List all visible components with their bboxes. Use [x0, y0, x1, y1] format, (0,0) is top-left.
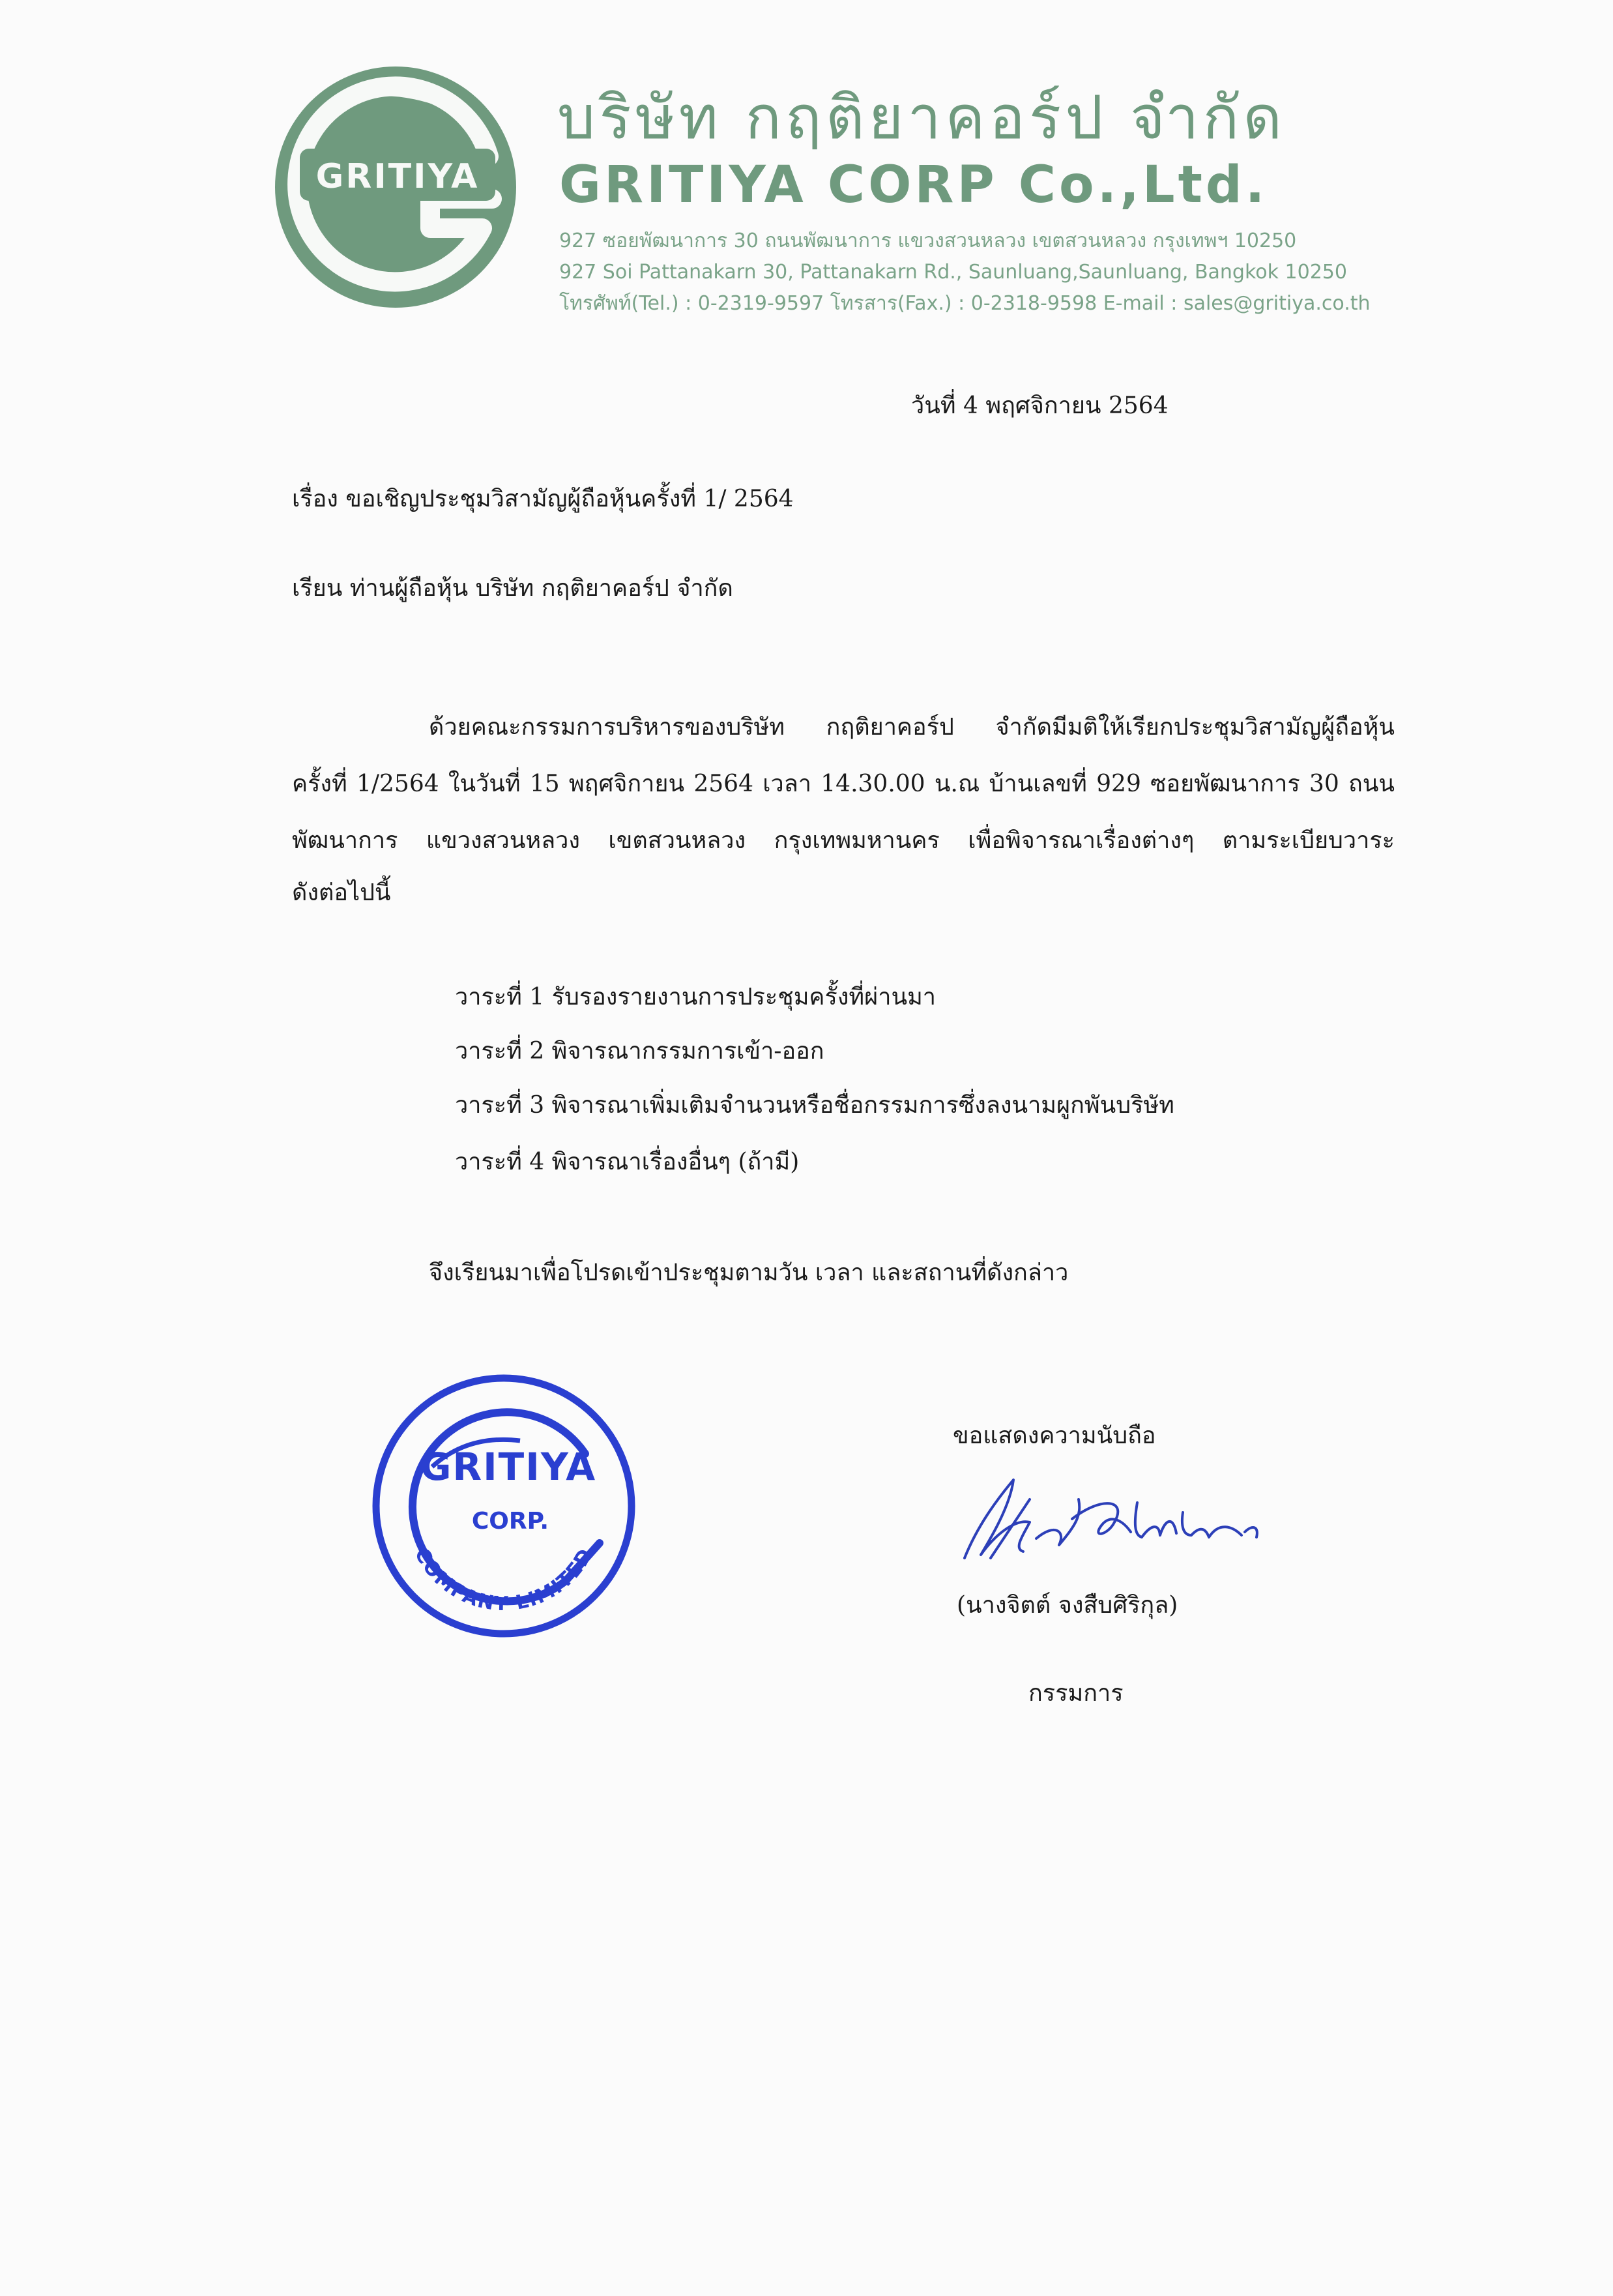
- body-line-3: พัฒนาการ แขวงสวนหลวง เขตสวนหลวง กรุงเทพมหานคร เพื่อพิจารณาเรื่องต่างๆ ตามระเบียบวาระ: [292, 827, 1395, 854]
- address-en: 927 Soi Pattanakarn 30, Pattanakarn Rd., Saunluang,Saunluang, Bangkok 10250: [559, 261, 1347, 284]
- agenda-item-1: วาระที่ 1 รับรองรายงานการประชุมครั้งที่ผ่านมา: [455, 984, 937, 1010]
- logo-text: GRITIYA: [315, 157, 480, 196]
- letter-closing: จึงเรียนมาเพื่อโปรดเข้าประชุมตามวัน เวลา และสถานที่ดังกล่าว: [429, 1259, 1069, 1286]
- stamp-line-2: CORP.: [471, 1508, 549, 1535]
- signer-position: กรรมการ: [1028, 1680, 1124, 1707]
- company-name-en: GRITIYA CORP Co.,Ltd.: [559, 156, 1268, 214]
- company-name-th: บริษัท กฤติยาคอร์ป จำกัด: [557, 83, 1286, 153]
- letter-salutation: เรียน ท่านผู้ถือหุ้น บริษัท กฤติยาคอร์ป จำกัด: [292, 575, 733, 602]
- agenda-item-2: วาระที่ 2 พิจารณากรรมการเข้า-ออก: [455, 1038, 824, 1065]
- address-th: 927 ซอยพัฒนาการ 30 ถนนพัฒนาการ แขวงสวนหลวง เขตสวนหลวง กรุงเทพฯ 10250: [559, 229, 1297, 252]
- letter-subject: เรื่อง ขอเชิญประชุมวิสามัญผู้ถือหุ้นครั้งที่ 1/ 2564: [292, 486, 794, 512]
- letter-date: วันที่ 4 พฤศจิกายน 2564: [911, 392, 1169, 419]
- gritiya-logo: [274, 65, 518, 310]
- handwritten-signature: [952, 1460, 1264, 1584]
- body-line-2: ครั้งที่ 1/2564 ในวันที่ 15 พฤศจิกายน 2564 เวลา 14.30.00 น.ณ บ้านเลขที่ 929 ซอยพัฒนาการ 30 ถนน: [292, 771, 1395, 797]
- stamp-line-1: GRITIYA: [420, 1445, 597, 1489]
- contact-info: โทรศัพท์(Tel.) : 0-2319-9597 โทรสาร(Fax.) : 0-2318-9598 E-mail : sales@gritiya.co.th: [559, 292, 1371, 315]
- stamp-arc-text: COMPANY LIMITED: [409, 1544, 598, 1616]
- agenda-item-4: วาระที่ 4 พิจารณาเรื่องอื่นๆ (ถ้ามี): [455, 1149, 800, 1175]
- company-stamp: [370, 1372, 637, 1640]
- svg-text:COMPANY LIMITED: [410, 1544, 598, 1616]
- letterhead: [274, 62, 1414, 323]
- letter-regards: ขอแสดงความนับถือ: [953, 1422, 1156, 1449]
- body-line-1: ด้วยคณะกรรมการบริหารของบริษัท กฤติยาคอร์ป จำกัดมีมติให้เรียกประชุมวิสามัญผู้ถือหุ้น: [429, 714, 1395, 741]
- body-line-4: ดังต่อไปนี้: [292, 879, 391, 906]
- signer-name: (นางจิตต์ จงสืบศิริกุล): [957, 1592, 1178, 1619]
- agenda-item-3: วาระที่ 3 พิจารณาเพิ่มเติมจำนวนหรือชื่อกรรมการซึ่งลงนามผูกพันบริษัท: [455, 1092, 1174, 1119]
